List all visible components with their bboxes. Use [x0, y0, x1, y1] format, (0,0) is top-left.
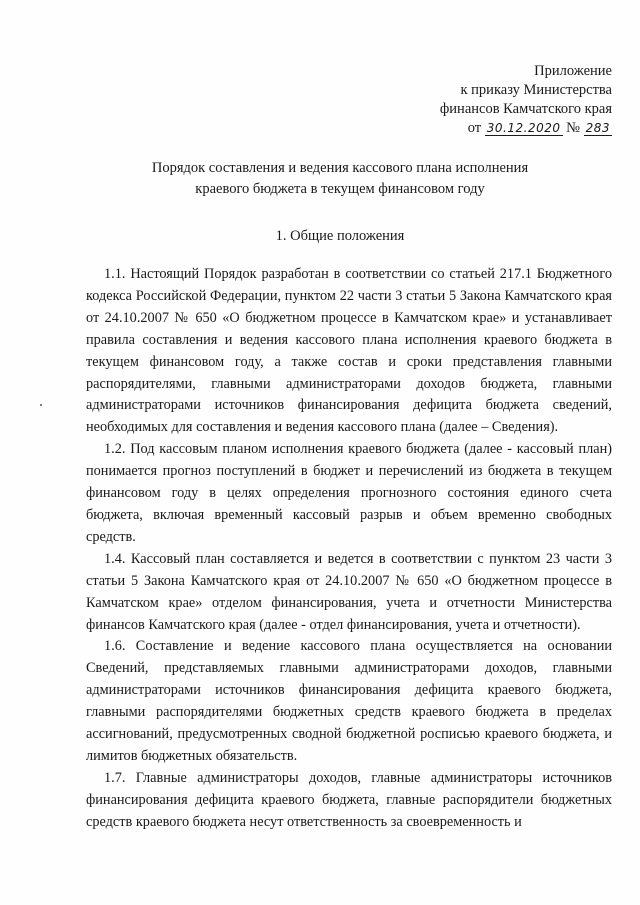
handwritten-date: 30.12.2020 — [486, 121, 561, 135]
appendix-line-1: Приложение — [534, 63, 612, 79]
paragraph-1-7: 1.7. Главные администраторы доходов, главные администраторы источников финансирования дефицита краевого бюджета, главные распорядители бюджетных средств краевого бюджета несут ответственность за своевременность и — [86, 769, 612, 830]
section-heading: 1. Общие положения — [275, 228, 405, 244]
paragraph-1-6: 1.6. Составление и ведение кассового плана осуществляется на основании Сведений, представляемых главными администраторами доходов, главными администраторами источников финансирования дефицита краевого бюджета, главными распорядителями бюджетных средств краевого бюджета в пределах ассигнований, предусмотренных сводной бюджетной росписью краевого бюджета, и лимитов бюджетных обязательств. — [86, 638, 612, 764]
appendix-line-2: к приказу Министерства — [460, 82, 612, 98]
title-line-2: краевого бюджета в текущем финансовом году — [195, 181, 485, 197]
number-prefix: № — [566, 120, 580, 136]
paragraph-1-4: 1.4. Кассовый план составляется и ведется в соответствии с пунктом 23 части 3 статьи 5 Закона Камчатского края от 24.10.2007 № 650 «О бюджетном процессе в Камчатском крае» отделом финансирования, учета и отчетности Министерства финансов Камчатского края (далее - отдел финансирования, учета и отчетности). — [86, 550, 612, 633]
title-line-1: Порядок составления и ведения кассового плана исполнения — [151, 160, 529, 176]
paragraph-1-1: 1.1. Настоящий Порядок разработан в соответствии со статьей 217.1 Бюджетного кодекса Российской Федерации, пунктом 22 части 3 статьи 5 Закона Камчатского края от 24.10.2007 № 650 «О бюджетном процессе в Камчатском крае» и устанавливает правила составления и ведения кассового плана исполнения краевого бюджета в текущем финансовом году, а также состав и сроки представления главными распорядителями, главными администраторами доходов бюджета, главными администраторами источников финансирования дефицита бюджета сведений, необходимых для составления и ведения кассового плана (далее – Сведения). — [86, 266, 612, 436]
document-title — [80, 158, 600, 200]
appendix-block — [352, 62, 612, 138]
document-body — [86, 264, 612, 834]
appendix-date-line — [352, 119, 612, 138]
date-prefix: от — [467, 120, 482, 136]
paragraph-1-2: 1.2. Под кассовым планом исполнения краевого бюджета (далее - кассовый план) понимается прогноз поступлений в бюджет и перечислений из бюджета в текущем финансовом году в целях определения прогнозного состояния единого счета бюджета, включая временный кассовый разрыв и объем временно свободных средств. — [86, 441, 612, 545]
appendix-line-3: финансов Камчатского края — [439, 101, 612, 117]
scan-speck — [40, 404, 42, 406]
handwritten-number: 283 — [585, 121, 610, 135]
